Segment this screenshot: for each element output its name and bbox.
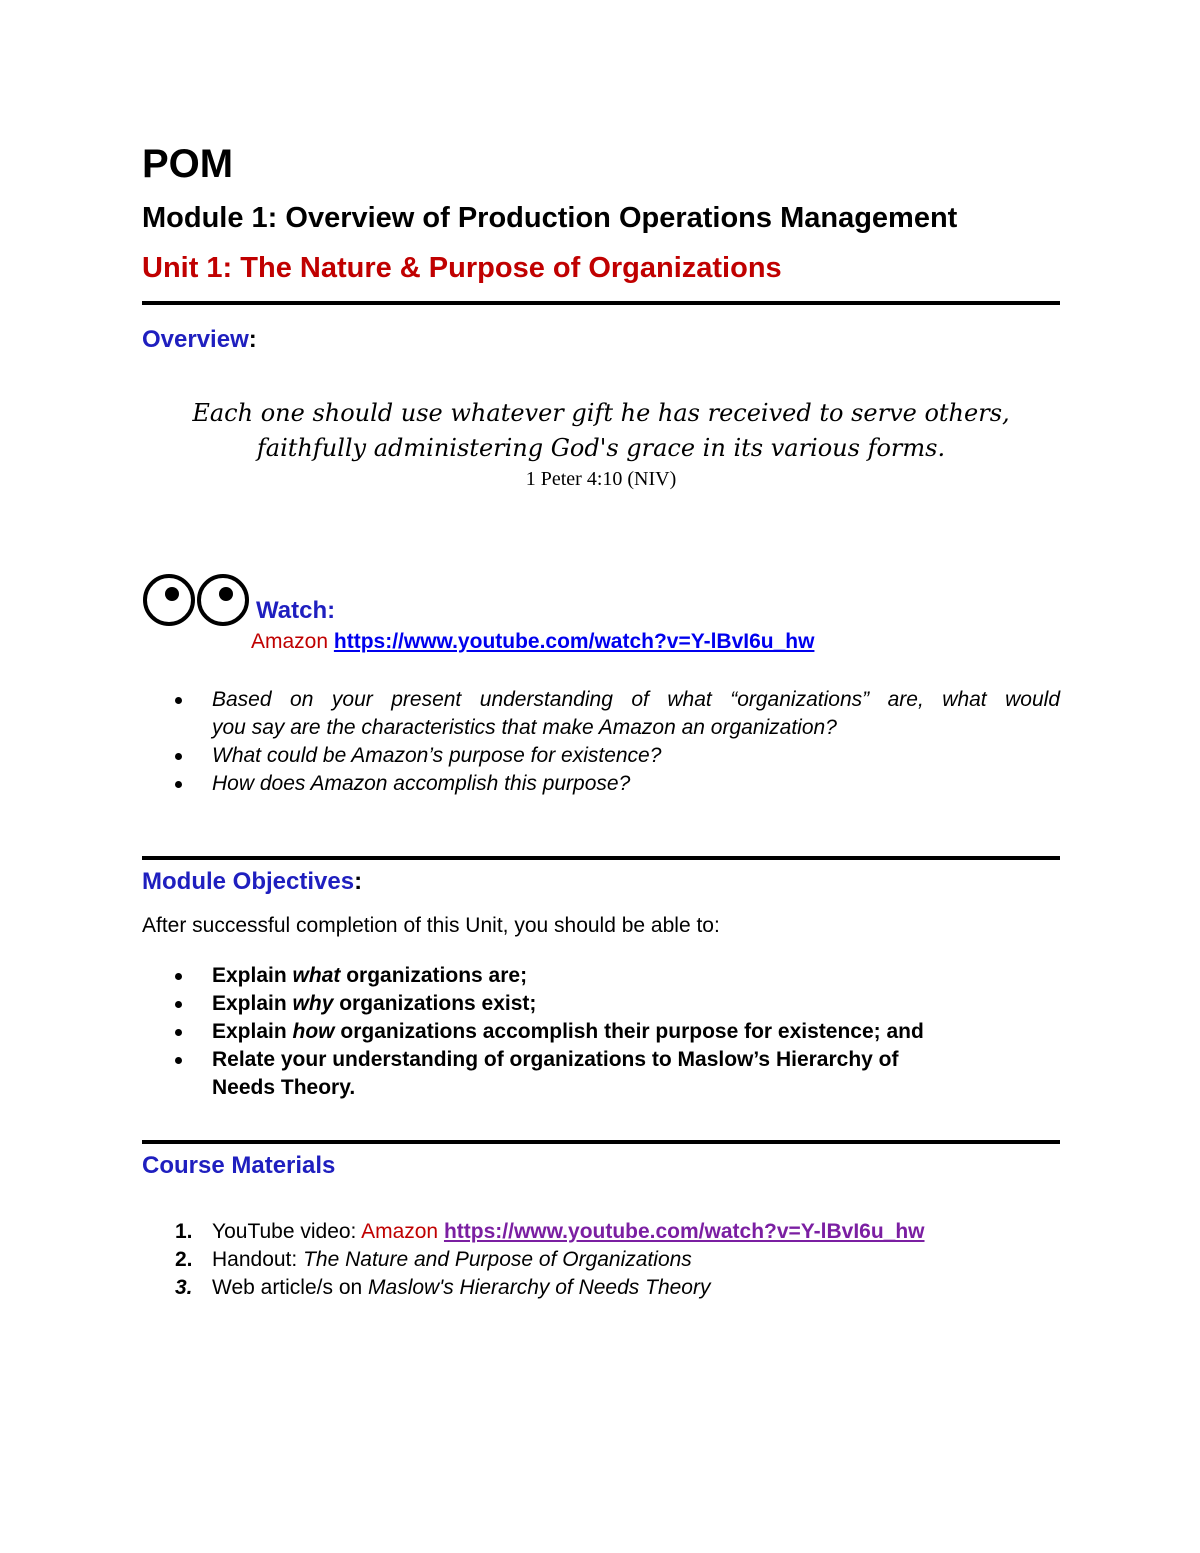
bullet-icon xyxy=(175,781,182,788)
materials-heading: Course Materials xyxy=(142,1152,336,1179)
bullet-icon xyxy=(175,1001,182,1008)
module-title: Module 1: Overview of Production Operations Management xyxy=(142,202,958,234)
list-item: How does Amazon accomplish this purpose? xyxy=(175,770,1060,798)
objectives-list xyxy=(175,962,1060,1102)
objectives-intro: After successful completion of this Unit, you should be able to: xyxy=(142,914,720,937)
bullet-icon xyxy=(175,697,182,704)
watch-video-link[interactable]: https://www.youtube.com/watch?v=Y-lBvI6u_hw xyxy=(333,630,815,653)
list-item: 2. Handout: The Nature and Purpose of Organizations xyxy=(175,1248,692,1271)
section-divider xyxy=(142,1140,1060,1144)
verse-line-1: Each one should use whatever gift he has received to serve others, xyxy=(192,399,1010,427)
list-item: Explain why organizations exist; xyxy=(175,990,1060,1018)
video-source: Amazon xyxy=(251,630,329,653)
bullet-icon xyxy=(175,1029,182,1036)
objectives-heading: Module Objectives: xyxy=(142,868,363,895)
list-item: Explain what organizations are; xyxy=(175,962,1060,990)
eyes-icon xyxy=(142,572,252,628)
list-item: Relate your understanding of organizations to Maslow’s Hierarchy of Needs Theory. xyxy=(175,1046,1060,1102)
verse-line-2: faithfully administering God's grace in its various forms. xyxy=(256,434,946,462)
bullet-icon xyxy=(175,1057,182,1064)
list-item: 3. Web article/s on Maslow's Hierarchy of Needs Theory xyxy=(175,1276,711,1299)
materials-list xyxy=(175,1218,1060,1302)
video-source: Amazon xyxy=(361,1220,439,1243)
watch-video-line xyxy=(251,628,814,656)
verse-citation: 1 Peter 4:10 (NIV) xyxy=(525,468,677,490)
section-divider xyxy=(142,856,1060,860)
list-item: Explain how organizations accomplish their purpose for existence; and xyxy=(175,1018,1060,1046)
materials-video-link[interactable]: https://www.youtube.com/watch?v=Y-lBvI6u_hw xyxy=(443,1220,925,1243)
list-item: 1. YouTube video: Amazon https://www.youtube.com/watch?v=Y-lBvI6u_hw xyxy=(175,1220,925,1243)
watch-label: Watch: xyxy=(256,597,336,624)
bullet-icon xyxy=(175,753,182,760)
doc-title: POM xyxy=(142,142,234,186)
list-item: Based on your present understanding of what “organizations” are, what would you say are the characteristics that make Amazon an organization? xyxy=(175,686,1060,742)
bullet-icon xyxy=(175,973,182,980)
section-divider xyxy=(142,301,1060,305)
overview-heading: Overview: xyxy=(142,326,257,353)
list-item: What could be Amazon’s purpose for existence? xyxy=(175,742,1060,770)
watch-questions xyxy=(175,686,1060,798)
unit-title: Unit 1: The Nature & Purpose of Organizations xyxy=(142,252,782,284)
